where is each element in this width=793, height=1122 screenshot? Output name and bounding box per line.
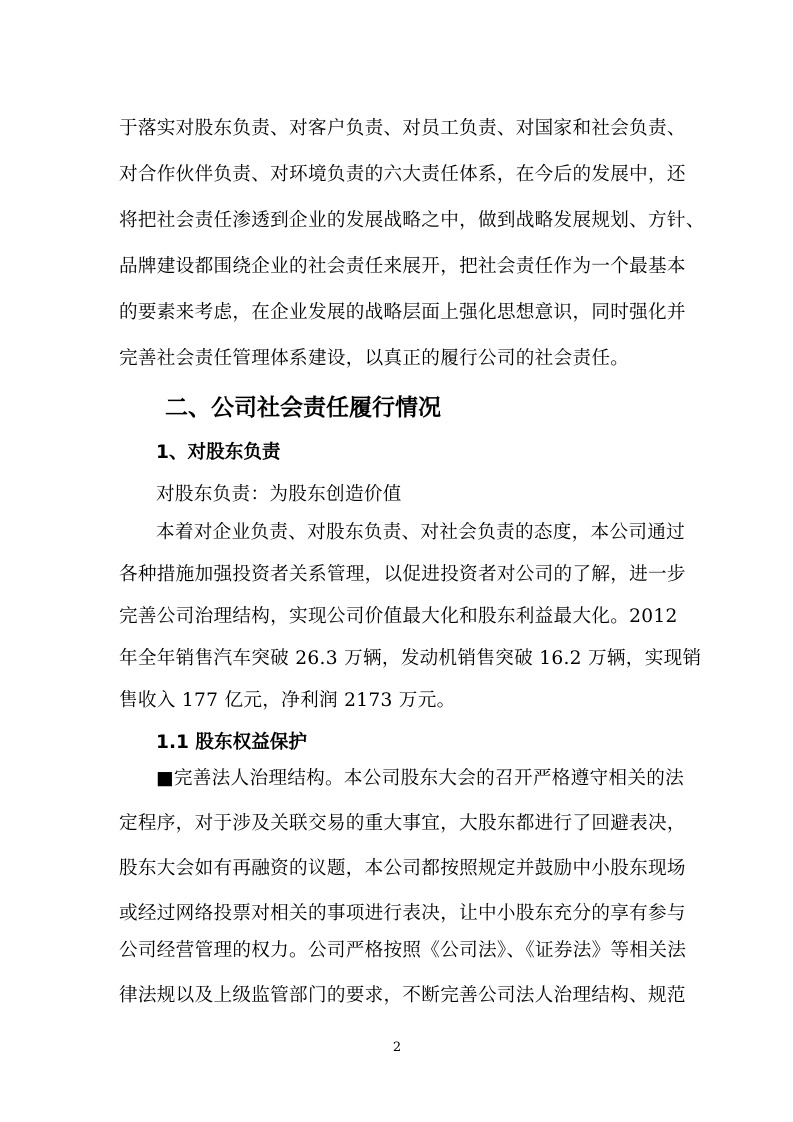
intro-line-5: 的要素来考虑，在企业发展的战略层面上强化思想意识，同时强化并 bbox=[119, 302, 686, 323]
subsection-heading-shareholders: 1、对股东负责 bbox=[156, 442, 281, 463]
shareholders-line-4: 年全年销售汽车突破 26.3 万辆，发动机销售突破 16.2 万辆，实现销 bbox=[119, 648, 702, 669]
subsection-heading-rights-protection: 1.1 股东权益保护 bbox=[156, 732, 307, 753]
shareholders-line-2: 各种措施加强投资者关系管理，以促进投资者对公司的了解，进一步 bbox=[119, 564, 686, 585]
intro-line-4: 品牌建设都围绕企业的社会责任来展开，把社会责任作为一个最基本 bbox=[119, 256, 686, 277]
rights-line-3: 股东大会如有再融资的议题，本公司都按照规定并鼓励中小股东现场 bbox=[119, 858, 686, 879]
rights-line-1: ■完善法人治理结构。本公司股东大会的召开严格遵守相关的法 bbox=[156, 768, 684, 789]
rights-line-6: 律法规以及上级监管部门的要求，不断完善公司法人治理结构、规范 bbox=[119, 985, 686, 1006]
intro-line-2: 对合作伙伴负责、对环境负责的六大责任体系，在今后的发展中，还 bbox=[119, 164, 686, 185]
rights-line-2: 定程序，对于涉及关联交易的重大事宜，大股东都进行了回避表决， bbox=[119, 813, 686, 834]
intro-line-1: 于落实对股东负责、对客户负责、对员工负责、对国家和社会负责、 bbox=[119, 118, 686, 139]
intro-line-3: 将把社会责任渗透到企业的发展战略之中，做到战略发展规划、方针、 bbox=[119, 210, 705, 231]
subsection-tagline: 对股东负责：为股东创造价值 bbox=[156, 484, 402, 505]
page-number: 2 bbox=[392, 1040, 402, 1055]
shareholders-line-1: 本着对企业负责、对股东负责、对社会负责的态度，本公司通过 bbox=[156, 522, 686, 543]
rights-line-4: 或经过网络投票对相关的事项进行表决，让中小股东充分的享有参与 bbox=[119, 903, 686, 924]
section-heading: 二、公司社会责任履行情况 bbox=[165, 395, 441, 421]
shareholders-line-5: 售收入 177 亿元，净利润 2173 万元。 bbox=[119, 690, 456, 711]
rights-line-5: 公司经营管理的权力。公司严格按照《公司法》、《证券法》等相关法 bbox=[119, 940, 687, 961]
intro-line-6: 完善社会责任管理体系建设，以真正的履行公司的社会责任。 bbox=[119, 348, 630, 369]
shareholders-line-3: 完善公司治理结构，实现公司价值最大化和股东利益最大化。2012 bbox=[119, 606, 678, 627]
